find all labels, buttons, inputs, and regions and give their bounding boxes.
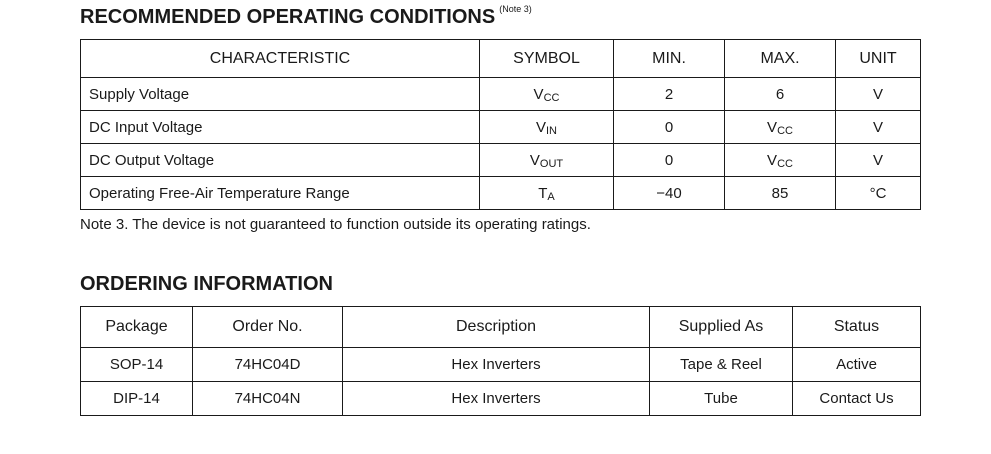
symbol-base: V bbox=[533, 85, 544, 103]
header-package: Package bbox=[81, 307, 193, 348]
cell-characteristic: Supply Voltage bbox=[81, 78, 480, 111]
table-row bbox=[81, 177, 921, 210]
cell-package: SOP-14 bbox=[81, 348, 193, 382]
cell-symbol bbox=[480, 111, 614, 144]
cell-max bbox=[725, 78, 836, 111]
max-subscript: CC bbox=[777, 157, 793, 170]
cell-max bbox=[725, 111, 836, 144]
cell-min: 2 bbox=[614, 78, 725, 111]
cell-supplied-as: Tube bbox=[650, 382, 793, 416]
table-row bbox=[81, 111, 921, 144]
header-order-no: Order No. bbox=[193, 307, 343, 348]
header-supplied-as: Supplied As bbox=[650, 307, 793, 348]
cell-supplied-as: Tape & Reel bbox=[650, 348, 793, 382]
header-symbol: SYMBOL bbox=[480, 40, 614, 78]
roc-title-text: RECOMMENDED OPERATING CONDITIONS bbox=[80, 6, 496, 28]
cell-min: 0 bbox=[614, 144, 725, 177]
max-base: 6 bbox=[775, 85, 785, 103]
cell-package: DIP-14 bbox=[81, 382, 193, 416]
cell-symbol bbox=[480, 177, 614, 210]
header-unit: UNIT bbox=[836, 40, 921, 78]
header-min: MIN. bbox=[614, 40, 725, 78]
cell-unit: °C bbox=[836, 177, 921, 210]
symbol-subscript: A bbox=[547, 190, 555, 203]
roc-section-title bbox=[80, 6, 532, 29]
max-base: 85 bbox=[771, 184, 789, 202]
cell-max bbox=[725, 177, 836, 210]
max-base: V bbox=[767, 151, 778, 169]
cell-status: Contact Us bbox=[793, 382, 921, 416]
symbol-subscript: CC bbox=[543, 91, 560, 104]
table-row bbox=[81, 348, 921, 382]
cell-characteristic: DC Input Voltage bbox=[81, 111, 480, 144]
cell-unit: V bbox=[836, 144, 921, 177]
cell-symbol bbox=[480, 78, 614, 111]
header-description: Description bbox=[343, 307, 650, 348]
cell-unit: V bbox=[836, 78, 921, 111]
cell-description: Hex Inverters bbox=[343, 348, 650, 382]
cell-min: −40 bbox=[614, 177, 725, 210]
header-characteristic: CHARACTERISTIC bbox=[81, 40, 480, 78]
cell-characteristic: DC Output Voltage bbox=[81, 144, 480, 177]
cell-status: Active bbox=[793, 348, 921, 382]
cell-symbol bbox=[480, 144, 614, 177]
symbol-subscript: OUT bbox=[539, 157, 564, 170]
max-base: V bbox=[767, 118, 778, 136]
operating-conditions-table bbox=[80, 39, 921, 210]
table-row bbox=[81, 144, 921, 177]
ordering-section-title: ORDERING INFORMATION bbox=[80, 273, 333, 295]
max-subscript: CC bbox=[777, 124, 793, 137]
cell-unit: V bbox=[836, 111, 921, 144]
table-row bbox=[81, 78, 921, 111]
symbol-base: T bbox=[538, 184, 548, 202]
symbol-base: V bbox=[535, 118, 546, 136]
cell-order-no: 74HC04D bbox=[193, 348, 343, 382]
roc-note-reference: (Note 3) bbox=[499, 4, 532, 14]
cell-max bbox=[725, 144, 836, 177]
ordering-information-table bbox=[80, 306, 921, 416]
table-header-row bbox=[81, 40, 921, 78]
cell-min: 0 bbox=[614, 111, 725, 144]
cell-characteristic: Operating Free-Air Temperature Range bbox=[81, 177, 480, 210]
header-status: Status bbox=[793, 307, 921, 348]
cell-order-no: 74HC04N bbox=[193, 382, 343, 416]
symbol-base: V bbox=[529, 151, 540, 169]
symbol-subscript: IN bbox=[546, 124, 557, 137]
header-max: MAX. bbox=[725, 40, 836, 78]
cell-description: Hex Inverters bbox=[343, 382, 650, 416]
footnote-text: Note 3. The device is not guaranteed to function outside its operating ratings. bbox=[80, 216, 591, 233]
table-row bbox=[81, 382, 921, 416]
table-header-row bbox=[81, 307, 921, 348]
